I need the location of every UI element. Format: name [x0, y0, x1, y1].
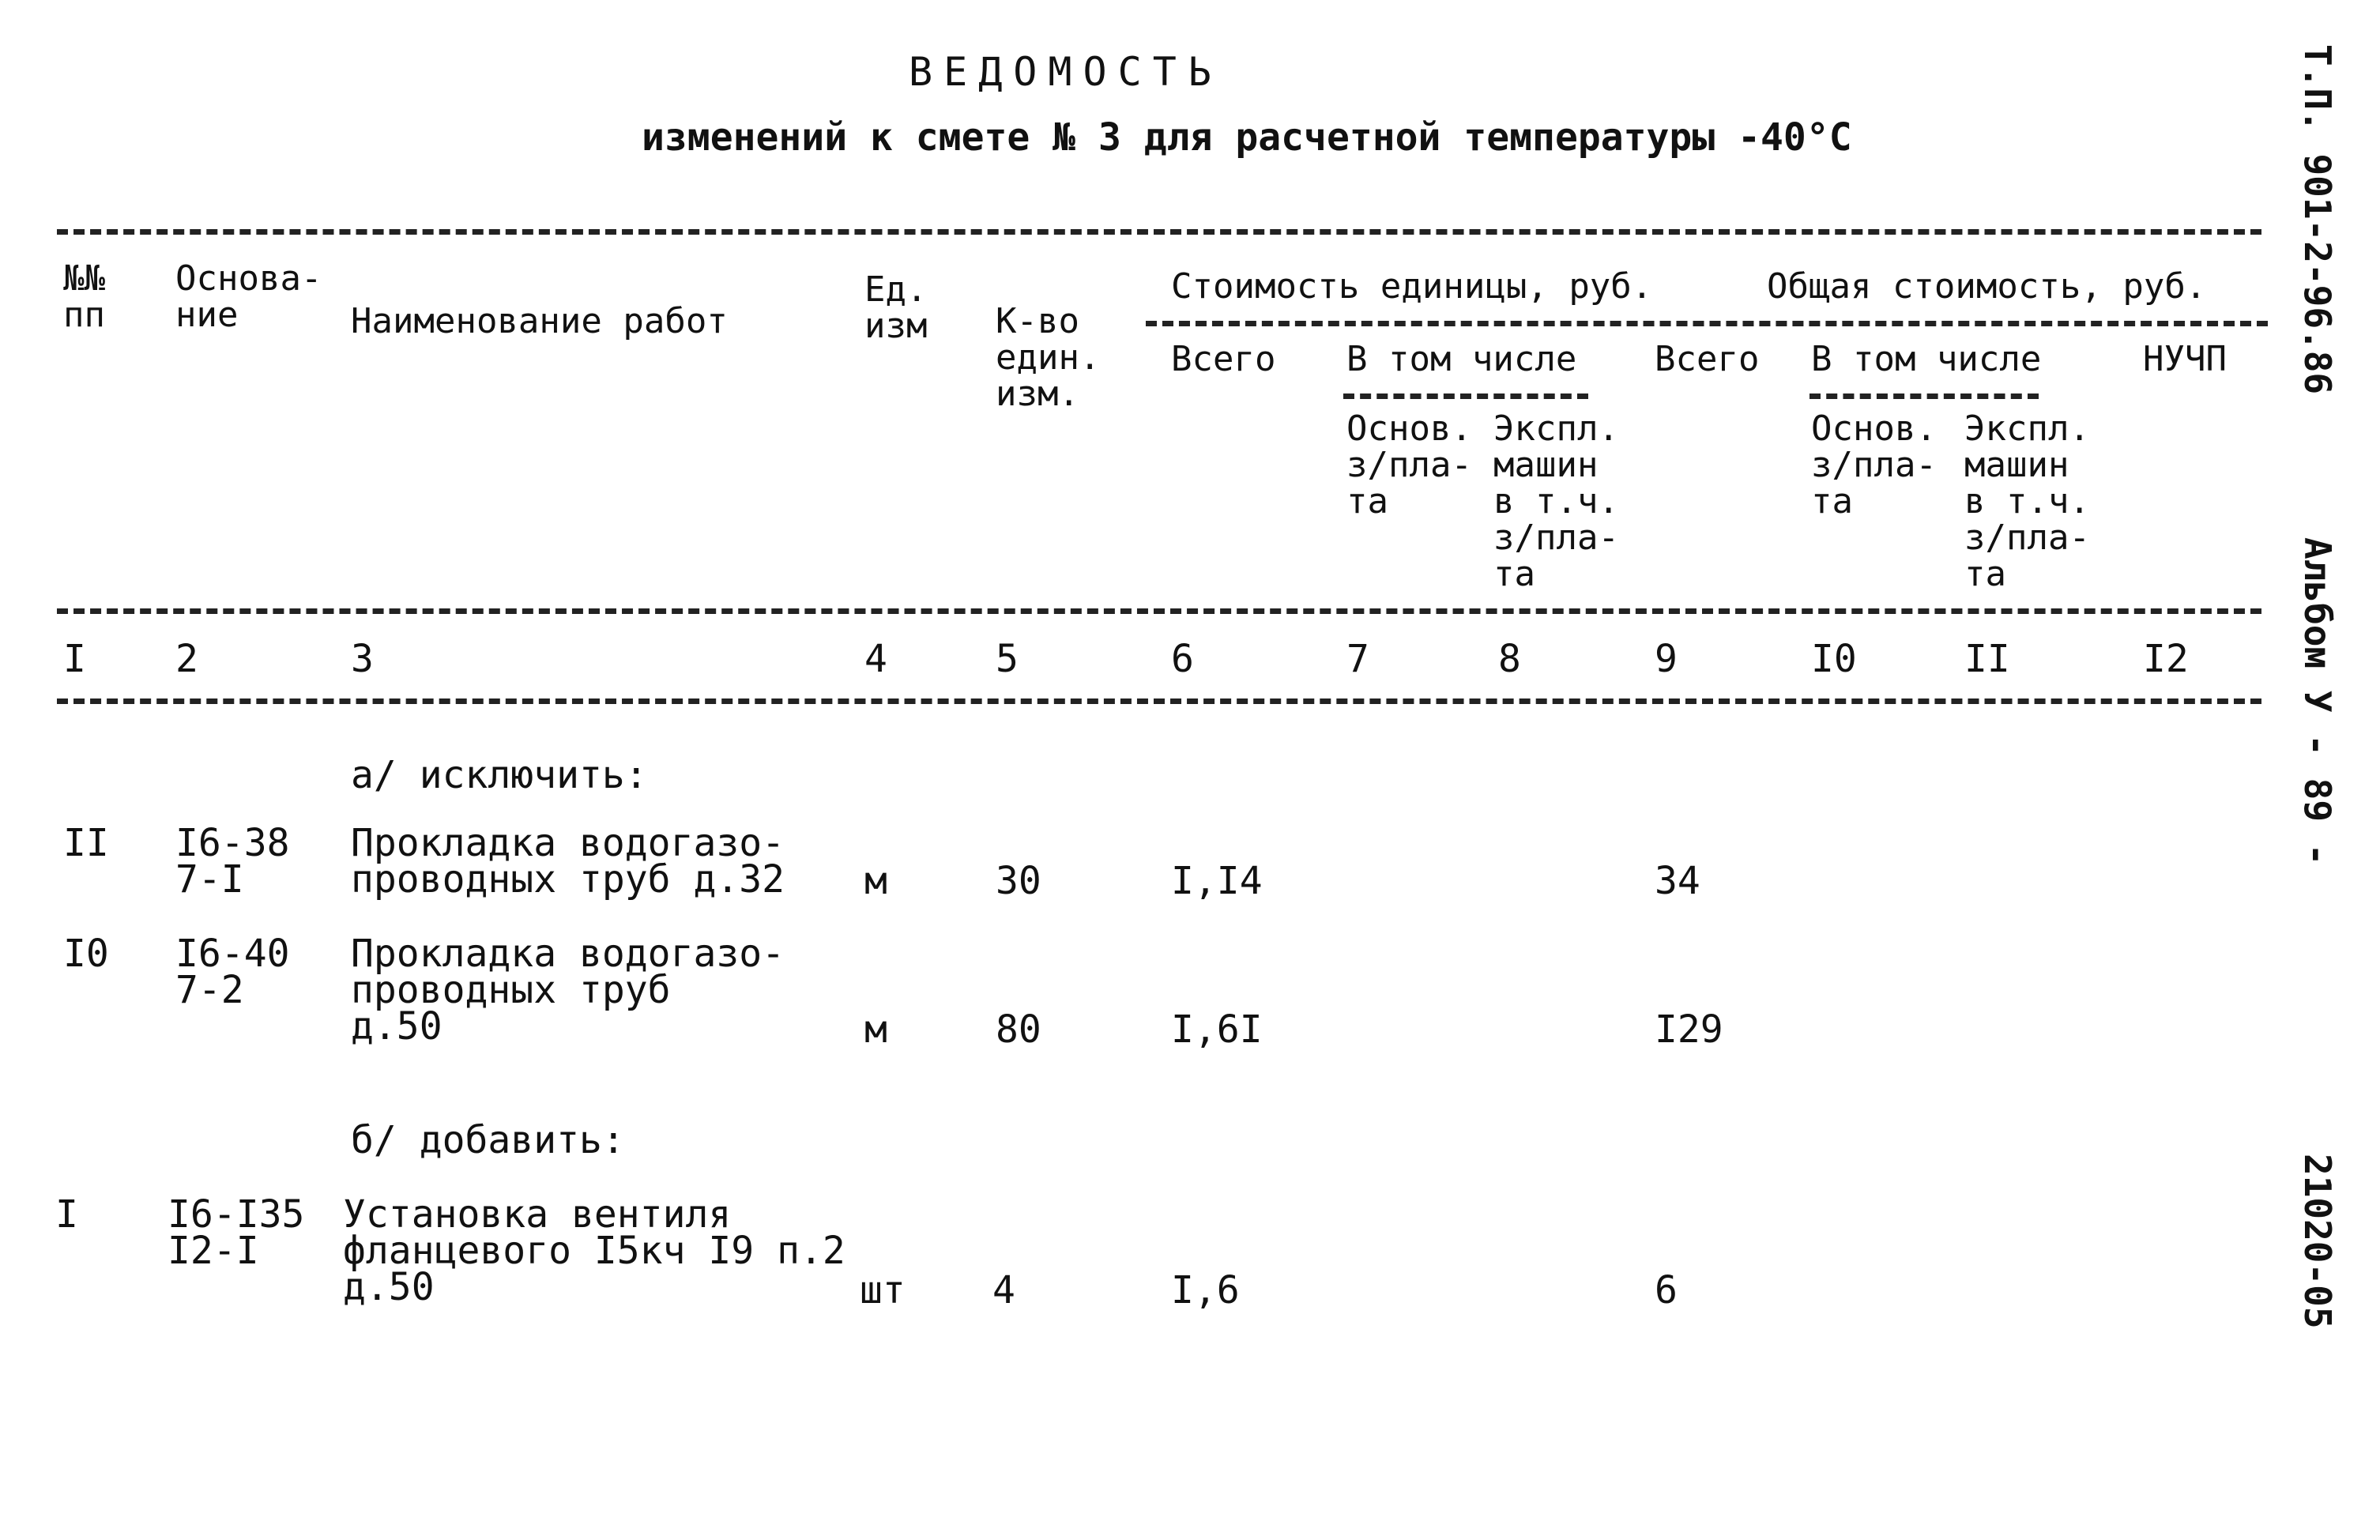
row-basis: I6-40 7-2	[175, 932, 290, 1012]
col-number: 3	[351, 637, 374, 681]
row-name: Прокладка водогазо- проводных труб д.50	[351, 932, 785, 1049]
col-number: 2	[175, 637, 198, 681]
row-unit: м	[864, 859, 887, 903]
side-label-top: Т.П. 901-2-96.86	[2296, 44, 2339, 395]
row-total: 6	[1655, 1268, 1678, 1312]
header-col-unit: Ед. изм	[864, 269, 928, 346]
row-qty: 80	[996, 1007, 1041, 1052]
row-total: 34	[1655, 859, 1700, 903]
header-col-nuchp: НУЧП	[2143, 339, 2227, 379]
rule-group-header	[1146, 321, 2268, 326]
side-label-bottom: 21020-05	[2296, 1154, 2339, 1329]
header-col-total-wage: Основ. з/пла- та	[1811, 409, 1937, 521]
section-exclude-label: а/ исключить:	[351, 753, 648, 797]
header-col-unit-wage: Основ. з/пла- та	[1346, 409, 1472, 521]
col-number: 5	[996, 637, 1019, 681]
header-col-number: №№ пп	[63, 258, 105, 335]
col-number: 7	[1346, 637, 1369, 681]
col-number: II	[1964, 637, 2010, 681]
header-col-basis: Основа- ние	[175, 258, 322, 335]
row-unit: м	[864, 1007, 887, 1052]
col-number: I2	[2143, 637, 2189, 681]
header-col-total-machines: Экспл. машин в т.ч. з/пла- та	[1964, 409, 2090, 594]
row-qty: 4	[992, 1268, 1015, 1312]
document-subtitle: изменений к смете № 3 для расчетной температуры -40°С	[642, 115, 1852, 160]
row-number: I	[55, 1192, 78, 1237]
rule-col-numbers	[57, 698, 2261, 704]
col-number: 9	[1655, 637, 1678, 681]
rule-top	[57, 229, 2261, 235]
row-unit-total: I,6	[1171, 1268, 1240, 1312]
col-number: I0	[1811, 637, 1857, 681]
header-unit-including: В том числе	[1346, 339, 1577, 379]
col-number: I	[63, 637, 86, 681]
rule-unit-subgroup	[1343, 393, 1588, 399]
row-basis: I6-I35 I2-I	[168, 1192, 305, 1273]
row-unit: шт	[860, 1268, 906, 1312]
row-number: II	[63, 821, 109, 865]
row-qty: 30	[996, 859, 1041, 903]
header-col-unit-total: Всего	[1171, 339, 1276, 379]
row-basis: I6-38 7-I	[175, 821, 290, 902]
section-add-label: б/ добавить:	[351, 1118, 625, 1162]
rule-total-subgroup	[1809, 393, 2039, 399]
header-col-total: Всего	[1655, 339, 1760, 379]
rule-header-bottom	[57, 608, 2261, 614]
row-total: I29	[1655, 1007, 1723, 1052]
row-name: Установка вентиля фланцевого I5кч I9 п.2 д.50	[343, 1192, 845, 1309]
row-unit-total: I,I4	[1171, 859, 1263, 903]
col-number: 4	[864, 637, 887, 681]
header-col-qty: К-во един. изм.	[996, 301, 1101, 414]
col-number: 6	[1171, 637, 1194, 681]
header-total-including: В том числе	[1811, 339, 2042, 379]
header-group-total-cost: Общая стоимость, руб.	[1767, 266, 2207, 307]
side-label-middle: Альбом У - 89 -	[2296, 537, 2339, 866]
row-name: Прокладка водогазо- проводных труб д.32	[351, 821, 785, 902]
row-number: I0	[63, 932, 109, 976]
header-col-name: Наименование работ	[351, 301, 728, 341]
header-group-unit-cost: Стоимость единицы, руб.	[1171, 266, 1653, 307]
row-unit-total: I,6I	[1171, 1007, 1263, 1052]
col-number: 8	[1498, 637, 1521, 681]
document-title: ВЕДОМОСТЬ	[909, 49, 1222, 95]
header-col-unit-machines: Экспл. машин в т.ч. з/пла- та	[1493, 409, 1619, 594]
